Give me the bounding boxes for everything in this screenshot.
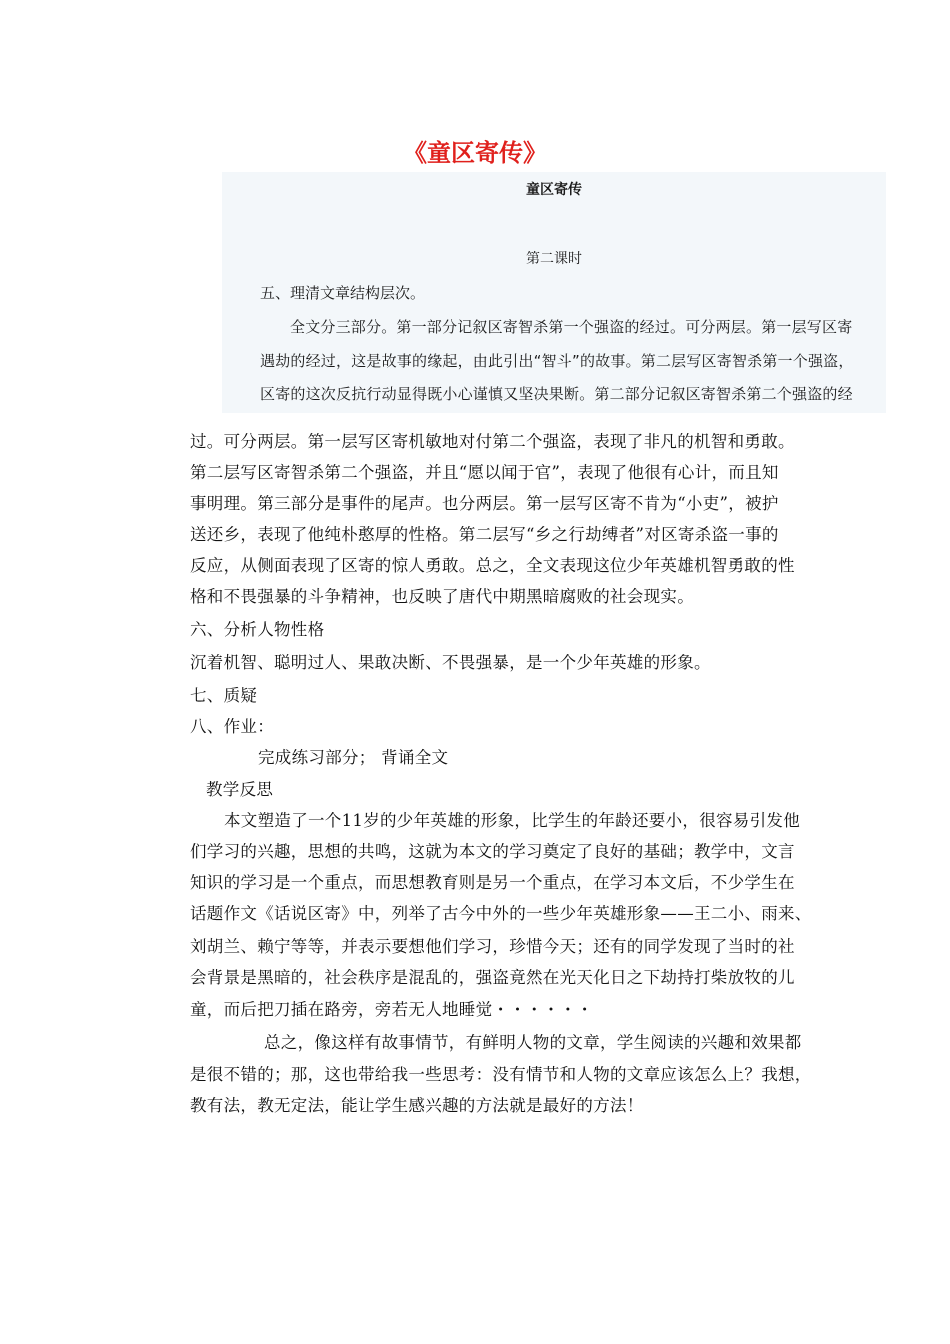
- conclusion-line: 总之，像这样有故事情节，有鲜明人物的文章，学生阅读的兴趣和效果都: [264, 1033, 802, 1052]
- homework-line: 完成练习部分； 背诵全文: [258, 748, 449, 767]
- paragraph-line: 第二层写区寄智杀第二个强盗，并且“愿以闻于官”，表现了他很有心计，而且知: [190, 463, 779, 482]
- paragraph-line: 送还乡，表现了他纯朴憨厚的性格。第二层写“乡之行劫缚者”对区寄杀盗一事的: [190, 525, 779, 544]
- paragraph-line: 反应，从侧面表现了区寄的惊人勇敢。总之，全文表现这位少年英雄机智勇敢的性: [190, 556, 795, 575]
- section-heading-8: 八、作业：: [190, 717, 274, 736]
- document-title: 《童区寄传》: [403, 139, 547, 167]
- paragraph-line: 事明理。第三部分是事件的尾声。也分两层。第一层写区寄不肯为“小吏”，被护: [190, 494, 779, 513]
- reflection-line: 会背景是黑暗的，社会秩序是混乱的，强盗竟然在光天化日之下劫持打柴放牧的儿: [190, 968, 795, 987]
- excerpt-line: 区寄的这次反抗行动显得既小心谨慎又坚决果断。第二部分记叙区寄智杀第二个强盗的经: [260, 385, 853, 403]
- reflection-line: 刘胡兰、赖宁等等，并表示要想他们学习，珍惜今天；还有的同学发现了当时的社: [190, 937, 795, 956]
- section-heading-5: 五、理清文章结构层次。: [260, 284, 426, 302]
- reflection-line: 本文塑造了一个11岁的少年英雄的形象，比学生的年龄还要小，很容易引发他: [224, 811, 800, 830]
- section-heading-7: 七、质疑: [190, 686, 258, 705]
- section-heading-6: 六、分析人物性格: [190, 620, 325, 639]
- reflection-line: 知识的学习是一个重点，而思想教育则是另一个重点，在学习本文后，不少学生在: [190, 873, 795, 892]
- lesson-label: 第二课时: [526, 251, 582, 267]
- excerpt-line: 全文分三部分。第一部分记叙区寄智杀第一个强盗的经过。可分两层。第一层写区寄: [290, 318, 853, 336]
- conclusion-line: 教有法，教无定法，能让学生感兴趣的方法就是最好的方法！: [190, 1096, 644, 1115]
- character-analysis: 沉着机智、聪明过人、果敢决断、不畏强暴，是一个少年英雄的形象。: [190, 653, 711, 672]
- paragraph-line: 格和不畏强暴的斗争精神，也反映了唐代中期黑暗腐败的社会现实。: [190, 587, 694, 606]
- reflection-line: 们学习的兴趣，思想的共鸣，这就为本文的学习奠定了良好的基础；教学中，文言: [190, 842, 795, 861]
- reflection-line: 话题作文《话说区寄》中，列举了古今中外的一些少年英雄形象——王二小、雨来、: [190, 904, 812, 923]
- conclusion-line: 是很不错的；那，这也带给我一些思考：没有情节和人物的文章应该怎么上？我想，: [190, 1065, 812, 1084]
- reflection-line: 童，而后把刀插在路旁，旁若无人地睡觉・・・・・・: [190, 1000, 594, 1019]
- excerpt-line: 遇劫的经过，这是故事的缘起，由此引出“智斗”的故事。第二层写区寄智杀第一个强盗，: [260, 352, 854, 370]
- excerpt-heading: 童区寄传: [526, 182, 582, 198]
- scanned-excerpt: [222, 172, 886, 413]
- reflection-heading: 教学反思: [206, 780, 274, 799]
- paragraph-line: 过。可分两层。第一层写区寄机敏地对付第二个强盗，表现了非凡的机智和勇敢。: [190, 432, 795, 451]
